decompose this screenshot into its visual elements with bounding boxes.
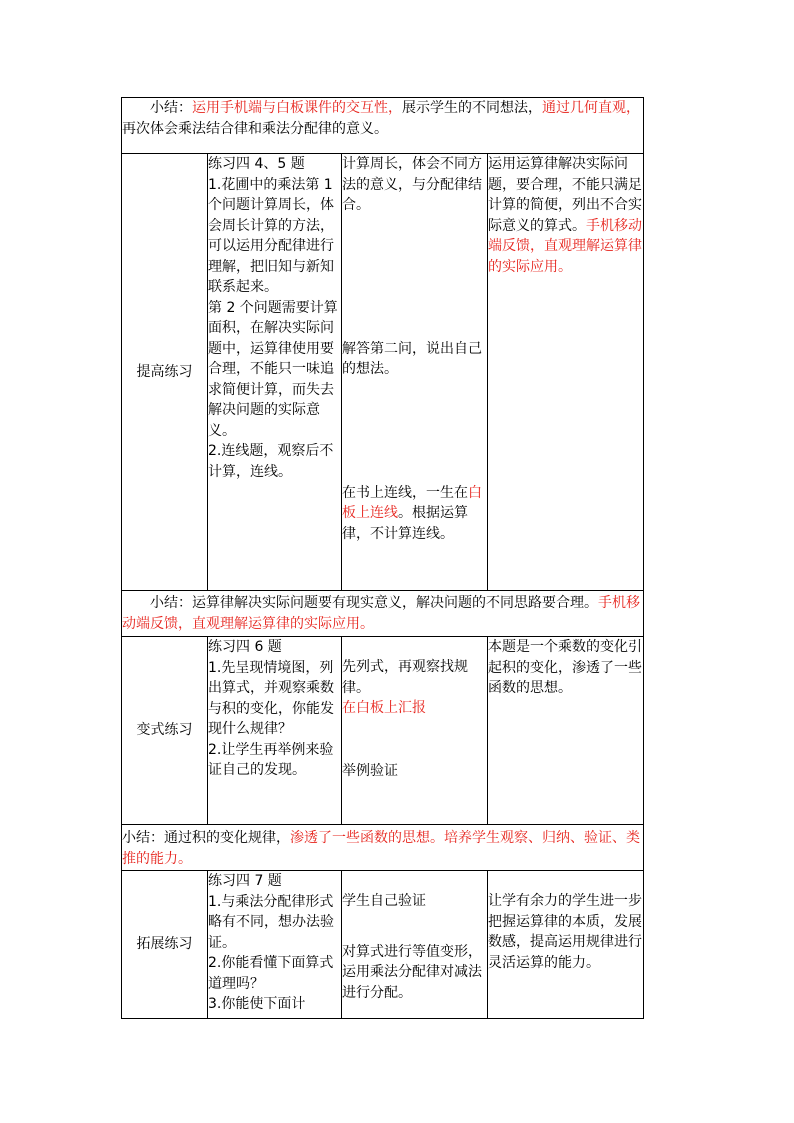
tigao-teacher-activities: 练习四 4、5 题 1.花圃中的乘法第 1 个问题计算周长，体会周长计算的方法，可以运用分配律进行理解，把旧知与新知联系起来。 第 2 个问题需要计算面积，在解决实际问题中，运算律使用要合理，不能只一味追求简便计算，而失去解决问题的实际意义。 2.连线题，观察后不计算，连线。 — [208, 154, 342, 591]
summary-2: 小结：运算律解决实际问题要有现实意义，解决问题的不同思路要合理。手机移动端反馈，直观理解运算律的实际应用。 — [122, 591, 644, 637]
tuozhan-teacher-activities: 练习四 7 题 1.与乘法分配律形式略有不同，想办法验证。 2.你能看懂下面算式道理吗？ 3.你能使下面计 — [208, 871, 342, 1019]
tuozhan-design-intent: 让学有余力的学生进一步把握运算律的本质，发展数感，提高运用规律进行灵活运算的能力。 — [488, 871, 644, 1019]
summary-row-2 — [122, 591, 644, 637]
tigao-design-intent: 运用运算律解决实际问题，要合理，不能只满足计算的简便，列出不合实际意义的算式。手机移动端反馈，直观理解运算律的实际应用。 — [488, 154, 644, 591]
row-label-tigao: 提高练习 — [122, 154, 208, 591]
bianshi-design-intent: 本题是一个乘数的变化引起积的变化，渗透了一些函数的思想。 — [488, 637, 644, 825]
summary-row-1 — [122, 98, 644, 154]
bianshi-student-activities: 先列式，再观察找规律。 在白板上汇报 举例验证 — [342, 637, 488, 825]
lesson-plan-table — [121, 97, 644, 1019]
row-tuozhan — [122, 871, 644, 1019]
row-tigao — [122, 154, 644, 591]
tigao-student-activities: 计算周长，体会不同方法的意义，与分配律结合。 解答第二问，说出自己的想法。 在书上连线，一生在白板上连线。根据运算律，不计算连线。 — [342, 154, 488, 591]
row-bianshi — [122, 637, 644, 825]
summary-3: 小结：通过积的变化规律，渗透了一些函数的思想。培养学生观察、归纳、验证、类推的能力。 — [122, 825, 644, 871]
row-label-tuozhan: 拓展练习 — [122, 871, 208, 1019]
summary-1: 小结：运用手机端与白板课件的交互性，展示学生的不同想法，通过几何直观，再次体会乘法结合律和乘法分配律的意义。 — [122, 98, 644, 154]
bianshi-teacher-activities: 练习四 6 题 1.先呈现情境图，列出算式，并观察乘数与积的变化，你能发现什么规律？ 2.让学生再举例来验证自己的发现。 — [208, 637, 342, 825]
row-label-bianshi: 变式练习 — [122, 637, 208, 825]
tuozhan-student-activities: 学生自己验证 对算式进行等值变形，运用乘法分配律对减法进行分配。 — [342, 871, 488, 1019]
summary-row-3 — [122, 825, 644, 871]
